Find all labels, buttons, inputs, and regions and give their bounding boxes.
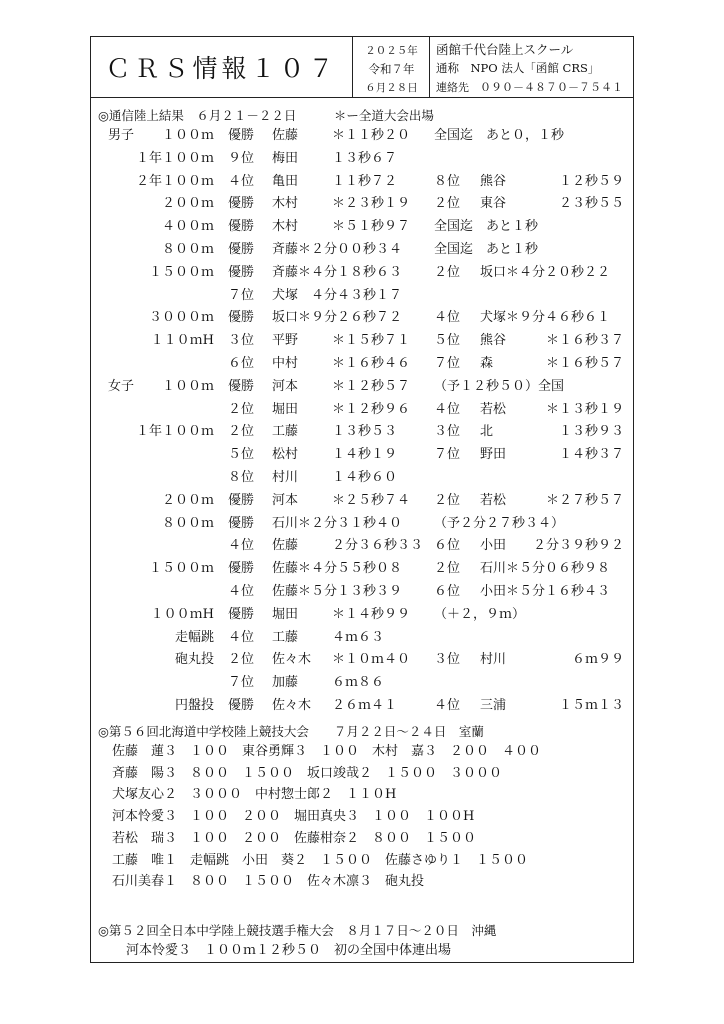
table-cell: ３位 <box>434 652 461 668</box>
table-cell: 中村 <box>272 356 299 371</box>
table-cell: 優勝 <box>228 515 255 531</box>
table-cell: 堀田 <box>272 606 299 622</box>
table-cell: 優勝 <box>228 698 255 713</box>
table-row <box>0 194 724 214</box>
table-cell: 円盤投 <box>174 698 214 713</box>
table-cell: 河本 <box>272 378 299 394</box>
table-cell: １５ｍ１３ <box>558 698 624 713</box>
era-label: 令和７年 <box>368 62 415 76</box>
section-title-national: ◎第５２回全日本中学陸上競技選手権大会 ８月１７日～２０日 沖縄 <box>98 923 497 938</box>
table-cell: ＊１４秒９９ <box>332 606 411 622</box>
table-cell: １３秒９３ <box>558 424 624 440</box>
table-cell: ７位 <box>228 287 255 303</box>
table-cell: １４秒６０ <box>332 470 398 485</box>
table-cell: 男子 <box>108 128 135 143</box>
table-cell: ＊１２秒５７ <box>332 378 411 394</box>
table-cell: ２位 <box>434 561 461 577</box>
table-cell: ６ｍ９９ <box>571 652 624 668</box>
table-cell: （＋２，９ｍ） <box>434 606 526 622</box>
table-cell: 石川＊５分０６秒９８ <box>480 561 611 577</box>
table-cell: ＊２５秒７４ <box>332 492 411 508</box>
table-cell: １３秒６７ <box>332 150 398 166</box>
table-cell: 河本 <box>272 492 299 508</box>
table-row <box>0 240 724 260</box>
table-cell: 坂口＊９分２６秒７２ <box>272 310 403 326</box>
table-cell: 斉藤＊４分１８秒６３ <box>272 264 403 280</box>
list-item: 若松 瑞３ １００ ２００ 佐藤柑奈２ ８００ １５００ <box>112 830 477 846</box>
org-contact: 連絡先 ０９０－４８７０－７５４１ <box>436 81 623 94</box>
table-cell: ３位 <box>228 333 255 349</box>
table-cell: ５位 <box>228 447 255 463</box>
table-cell: ＊１６秒５７ <box>545 356 624 371</box>
table-cell: 東谷 <box>480 196 507 212</box>
table-cell: ２位 <box>228 401 255 417</box>
table-row <box>0 468 724 488</box>
table-cell: ２００ｍ <box>161 196 214 212</box>
table-cell: １００ｍ <box>161 128 214 143</box>
table-cell: 熊谷 <box>480 173 507 189</box>
section-title-hokkaido: ◎第５６回北海道中学校陸上競技大会 ７月２２日～２４日 室蘭 <box>98 724 484 739</box>
table-cell: 松村 <box>272 447 299 463</box>
section-title-results: ◎通信陸上結果 ６月２１－２２日 ＊ー全道大会出場 <box>98 108 434 123</box>
table-row <box>0 149 724 169</box>
table-row <box>0 559 724 579</box>
table-cell: 全国迄 あと１秒 <box>434 242 539 257</box>
table-cell: ８００ｍ <box>161 242 214 257</box>
table-cell: １１０ｍH <box>150 333 214 349</box>
table-cell: 梅田 <box>272 150 299 166</box>
table-cell: ＊１３秒１９ <box>545 401 624 417</box>
table-cell: 佐々木 <box>272 698 312 713</box>
table-cell: 走幅跳 <box>174 629 214 645</box>
table-cell: 佐藤＊４分５５秒０８ <box>272 561 403 577</box>
date-block <box>353 37 430 97</box>
table-cell: ＊１０ｍ４０ <box>332 652 411 668</box>
table-cell: １４秒３７ <box>558 447 624 463</box>
table-row <box>0 514 724 534</box>
table-row <box>0 582 724 602</box>
table-cell: （予１２秒５０）全国 <box>434 378 565 394</box>
table-cell: １５００ｍ <box>148 561 214 577</box>
table-row <box>0 308 724 328</box>
table-cell: 村川 <box>480 652 507 668</box>
table-cell: １３秒５３ <box>332 424 398 440</box>
table-cell: ４位 <box>228 173 255 189</box>
table-cell: ２位 <box>228 424 255 440</box>
table-cell: １００ｍH <box>150 606 214 622</box>
table-cell: ２分３６秒３３ <box>332 538 424 554</box>
table-cell: 優勝 <box>228 264 255 280</box>
org-block <box>436 37 633 97</box>
table-cell: 若松 <box>480 401 507 417</box>
table-cell: ７位 <box>228 675 255 691</box>
table-row <box>0 331 724 351</box>
table-cell: 工藤 <box>272 629 299 645</box>
table-cell: ２位 <box>434 492 461 508</box>
table-cell: 木村 <box>272 196 299 212</box>
table-cell: ２位 <box>434 196 461 212</box>
table-cell: ４位 <box>228 629 255 645</box>
table-cell: 石川＊２分３１秒４０ <box>272 515 403 531</box>
table-row <box>0 377 724 397</box>
table-cell: ６位 <box>434 538 461 554</box>
list-item: 犬塚友心２ ３０００ 中村惣士郎２ １１０H <box>112 787 397 803</box>
org-name: 函館千代台陸上スクール <box>436 42 574 57</box>
table-cell: ２位 <box>434 264 461 280</box>
table-cell: ＊２７秒５７ <box>545 492 624 508</box>
table-cell: １２秒５９ <box>558 173 624 189</box>
table-cell: ５位 <box>434 333 461 349</box>
table-row <box>0 605 724 625</box>
table-cell: 犬塚 ４分４３秒１７ <box>272 287 403 303</box>
table-cell: 優勝 <box>228 561 255 577</box>
table-cell: 優勝 <box>228 219 255 235</box>
year-label: ２０２５年 <box>365 45 418 57</box>
table-cell: ４位 <box>228 538 255 554</box>
table-row <box>0 217 724 237</box>
list-item: 河本怜愛３ １００ ２００ 堀田真央３ １００ １００H <box>112 809 475 825</box>
table-cell: 加藤 <box>272 675 299 691</box>
table-cell: （予２分２７秒３４） <box>434 515 565 531</box>
table-cell: 砲丸投 <box>174 652 214 668</box>
table-row <box>0 172 724 192</box>
table-row <box>0 650 724 670</box>
table-cell: ２３秒５５ <box>558 196 624 212</box>
table-cell: ＊１５秒７１ <box>332 333 411 349</box>
table-cell: 優勝 <box>228 310 255 326</box>
table-cell: 優勝 <box>228 242 255 257</box>
table-cell: 優勝 <box>228 492 255 508</box>
table-cell: ＊１６秒３７ <box>545 333 624 349</box>
table-cell: １５００ｍ <box>148 264 214 280</box>
table-cell: 佐藤＊５分１３秒３９ <box>272 584 403 599</box>
table-cell: 坂口＊４分２０秒２２ <box>480 264 611 280</box>
table-cell: 野田 <box>480 447 507 463</box>
list-item: 河本怜愛３ １００ｍ１２秒５０ 初の全国中体連出場 <box>126 943 452 958</box>
table-cell: ＊１６秒４６ <box>332 356 411 371</box>
table-cell: ＊２３秒１９ <box>332 196 411 212</box>
table-cell: ＊１２秒９６ <box>332 401 411 417</box>
table-cell: ８位 <box>434 173 461 189</box>
table-row <box>0 263 724 283</box>
table-cell: ８００ｍ <box>161 515 214 531</box>
table-cell: 女子 <box>108 378 135 394</box>
table-cell: ４位 <box>434 401 461 417</box>
table-cell: 小田 <box>480 538 507 554</box>
table-cell: 三浦 <box>480 698 507 713</box>
table-row <box>0 673 724 693</box>
table-cell: 北 <box>480 424 494 440</box>
table-cell: 佐藤 <box>272 538 299 554</box>
table-row <box>0 354 724 374</box>
table-cell: 佐藤 <box>272 128 299 143</box>
table-cell: 森 <box>480 356 494 371</box>
table-cell: １年１００ｍ <box>135 424 214 440</box>
table-cell: 佐々木 <box>272 652 312 668</box>
table-cell: 優勝 <box>228 378 255 394</box>
header-box <box>91 37 633 98</box>
table-cell: １１秒７２ <box>332 173 398 189</box>
table-cell: 犬塚＊９分４６秒６１ <box>480 310 611 326</box>
table-row <box>0 536 724 556</box>
table-row <box>0 628 724 648</box>
org-alias: 通称 NPO 法人「函館 CRS」 <box>436 61 600 75</box>
table-cell: 村川 <box>272 470 299 485</box>
table-cell: ８位 <box>228 470 255 485</box>
table-cell: ６位 <box>228 356 255 371</box>
table-cell: 若松 <box>480 492 507 508</box>
table-cell: ＊１１秒２０ <box>332 128 411 143</box>
table-cell: ３位 <box>434 424 461 440</box>
list-item: 工藤 唯１ 走幅跳 小田 葵２ １５００ 佐藤さゆり１ １５００ <box>112 852 529 868</box>
table-cell: 全国迄 あと０，１秒 <box>434 128 565 143</box>
table-row <box>0 422 724 442</box>
table-cell: ７位 <box>434 447 461 463</box>
table-cell: ４００ｍ <box>161 219 214 235</box>
table-row <box>0 445 724 465</box>
table-row <box>0 696 724 716</box>
table-cell: 平野 <box>272 333 299 349</box>
table-cell: ２分３９秒９２ <box>532 538 624 554</box>
table-cell: 優勝 <box>228 128 255 143</box>
list-item: 佐藤 蓮３ １００ 東谷勇輝３ １００ 木村 嘉３ ２００ ４００ <box>112 744 542 759</box>
table-cell: ４位 <box>434 698 461 713</box>
list-item: 斉藤 陽３ ８００ １５００ 坂口竣哉２ １５００ ３０００ <box>112 765 503 781</box>
table-row <box>0 491 724 511</box>
table-row <box>0 126 724 146</box>
table-cell: ２位 <box>228 652 255 668</box>
table-cell: 亀田 <box>272 173 299 189</box>
table-cell: 工藤 <box>272 424 299 440</box>
table-cell: ４位 <box>434 310 461 326</box>
table-cell: １４秒１９ <box>332 447 398 463</box>
table-cell: 優勝 <box>228 606 255 622</box>
table-cell: ３０００ｍ <box>148 310 214 326</box>
table-cell: ４ｍ６３ <box>332 629 385 645</box>
table-cell: ９位 <box>228 150 255 166</box>
table-cell: ＊５１秒９７ <box>332 219 411 235</box>
table-cell: １年１００ｍ <box>135 150 214 166</box>
table-cell: 熊谷 <box>480 333 507 349</box>
table-cell: ４位 <box>228 584 255 599</box>
table-cell: 優勝 <box>228 196 255 212</box>
table-cell: １００ｍ <box>161 378 214 394</box>
table-row <box>0 400 724 420</box>
page-title: ＣＲＳ情報１０７ <box>91 37 353 97</box>
table-cell: ７位 <box>434 356 461 371</box>
table-cell: ６位 <box>434 584 461 599</box>
table-cell: ６ｍ８６ <box>332 675 385 691</box>
list-item: 石川美春１ ８００ １５００ 佐々木凛３ 砲丸投 <box>112 874 425 890</box>
table-cell: 全国迄 あと１秒 <box>434 219 539 235</box>
table-row <box>0 286 724 306</box>
table-cell: ２００ｍ <box>161 492 214 508</box>
table-cell: ２年１００ｍ <box>135 173 214 189</box>
table-cell: 斉藤＊２分００秒３４ <box>272 242 403 257</box>
table-cell: 小田＊５分１６秒４３ <box>480 584 611 599</box>
table-cell: 木村 <box>272 219 299 235</box>
date-label: ６月２８日 <box>365 82 418 94</box>
table-cell: ２６ｍ４１ <box>332 698 398 713</box>
table-cell: 堀田 <box>272 401 299 417</box>
